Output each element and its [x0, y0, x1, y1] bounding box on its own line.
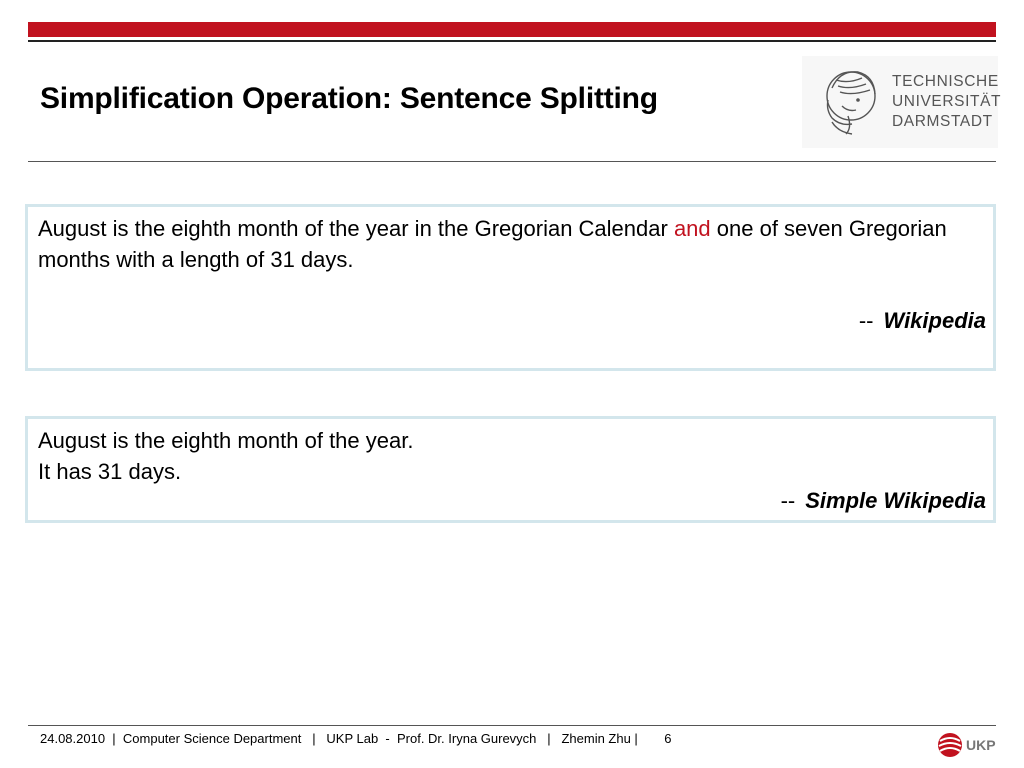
header-red-bar — [28, 22, 996, 37]
wikipedia-attribution — [859, 306, 986, 336]
title-divider — [28, 161, 996, 162]
attribution-source: Wikipedia — [883, 308, 986, 333]
tu-darmstadt-logo — [802, 56, 1002, 148]
logo-line-2: UNIVERSITÄT — [892, 93, 1002, 110]
attribution-dash: -- — [780, 488, 796, 513]
simple-wikipedia-attribution — [781, 486, 986, 516]
footer-divider — [28, 725, 996, 726]
logo-line-3: DARMSTADT — [892, 113, 993, 130]
highlighted-conjunction: and — [673, 216, 711, 241]
simple-wikipedia-quote-text — [38, 425, 985, 487]
quote-text-part: one of seven Gregorian months with a length of 31 days. — [38, 216, 947, 272]
simple-sentence-1: August is the eighth month of the year. — [38, 428, 414, 453]
wikipedia-quote-text — [38, 213, 985, 275]
athena-head-icon — [818, 66, 880, 138]
footer-text: 24.08.2010 | Computer Science Department | UKP Lab - Prof. Dr. Iryna Gurevych | Zhemin Zhu | — [40, 731, 638, 746]
simple-sentence-2: It has 31 days. — [38, 459, 182, 484]
page-number: 6 — [664, 731, 672, 746]
ukp-globe-icon — [936, 731, 964, 759]
attribution-source: Simple Wikipedia — [805, 488, 986, 513]
quote-text-part: August is the eighth month of the year in the Gregorian Calendar — [38, 216, 674, 241]
ukp-label: UKP — [966, 737, 996, 753]
wikipedia-quote-box — [25, 204, 996, 371]
header-top-rule — [28, 40, 996, 42]
attribution-dash: -- — [858, 308, 874, 333]
ukp-logo — [936, 731, 1002, 759]
simple-wikipedia-quote-box — [25, 416, 996, 523]
logo-line-1: TECHNISCHE — [892, 73, 999, 90]
logo-wordmark — [892, 72, 1001, 132]
slide-footer — [40, 731, 698, 746]
slide-title: Simplification Operation: Sentence Splitting — [40, 82, 658, 115]
